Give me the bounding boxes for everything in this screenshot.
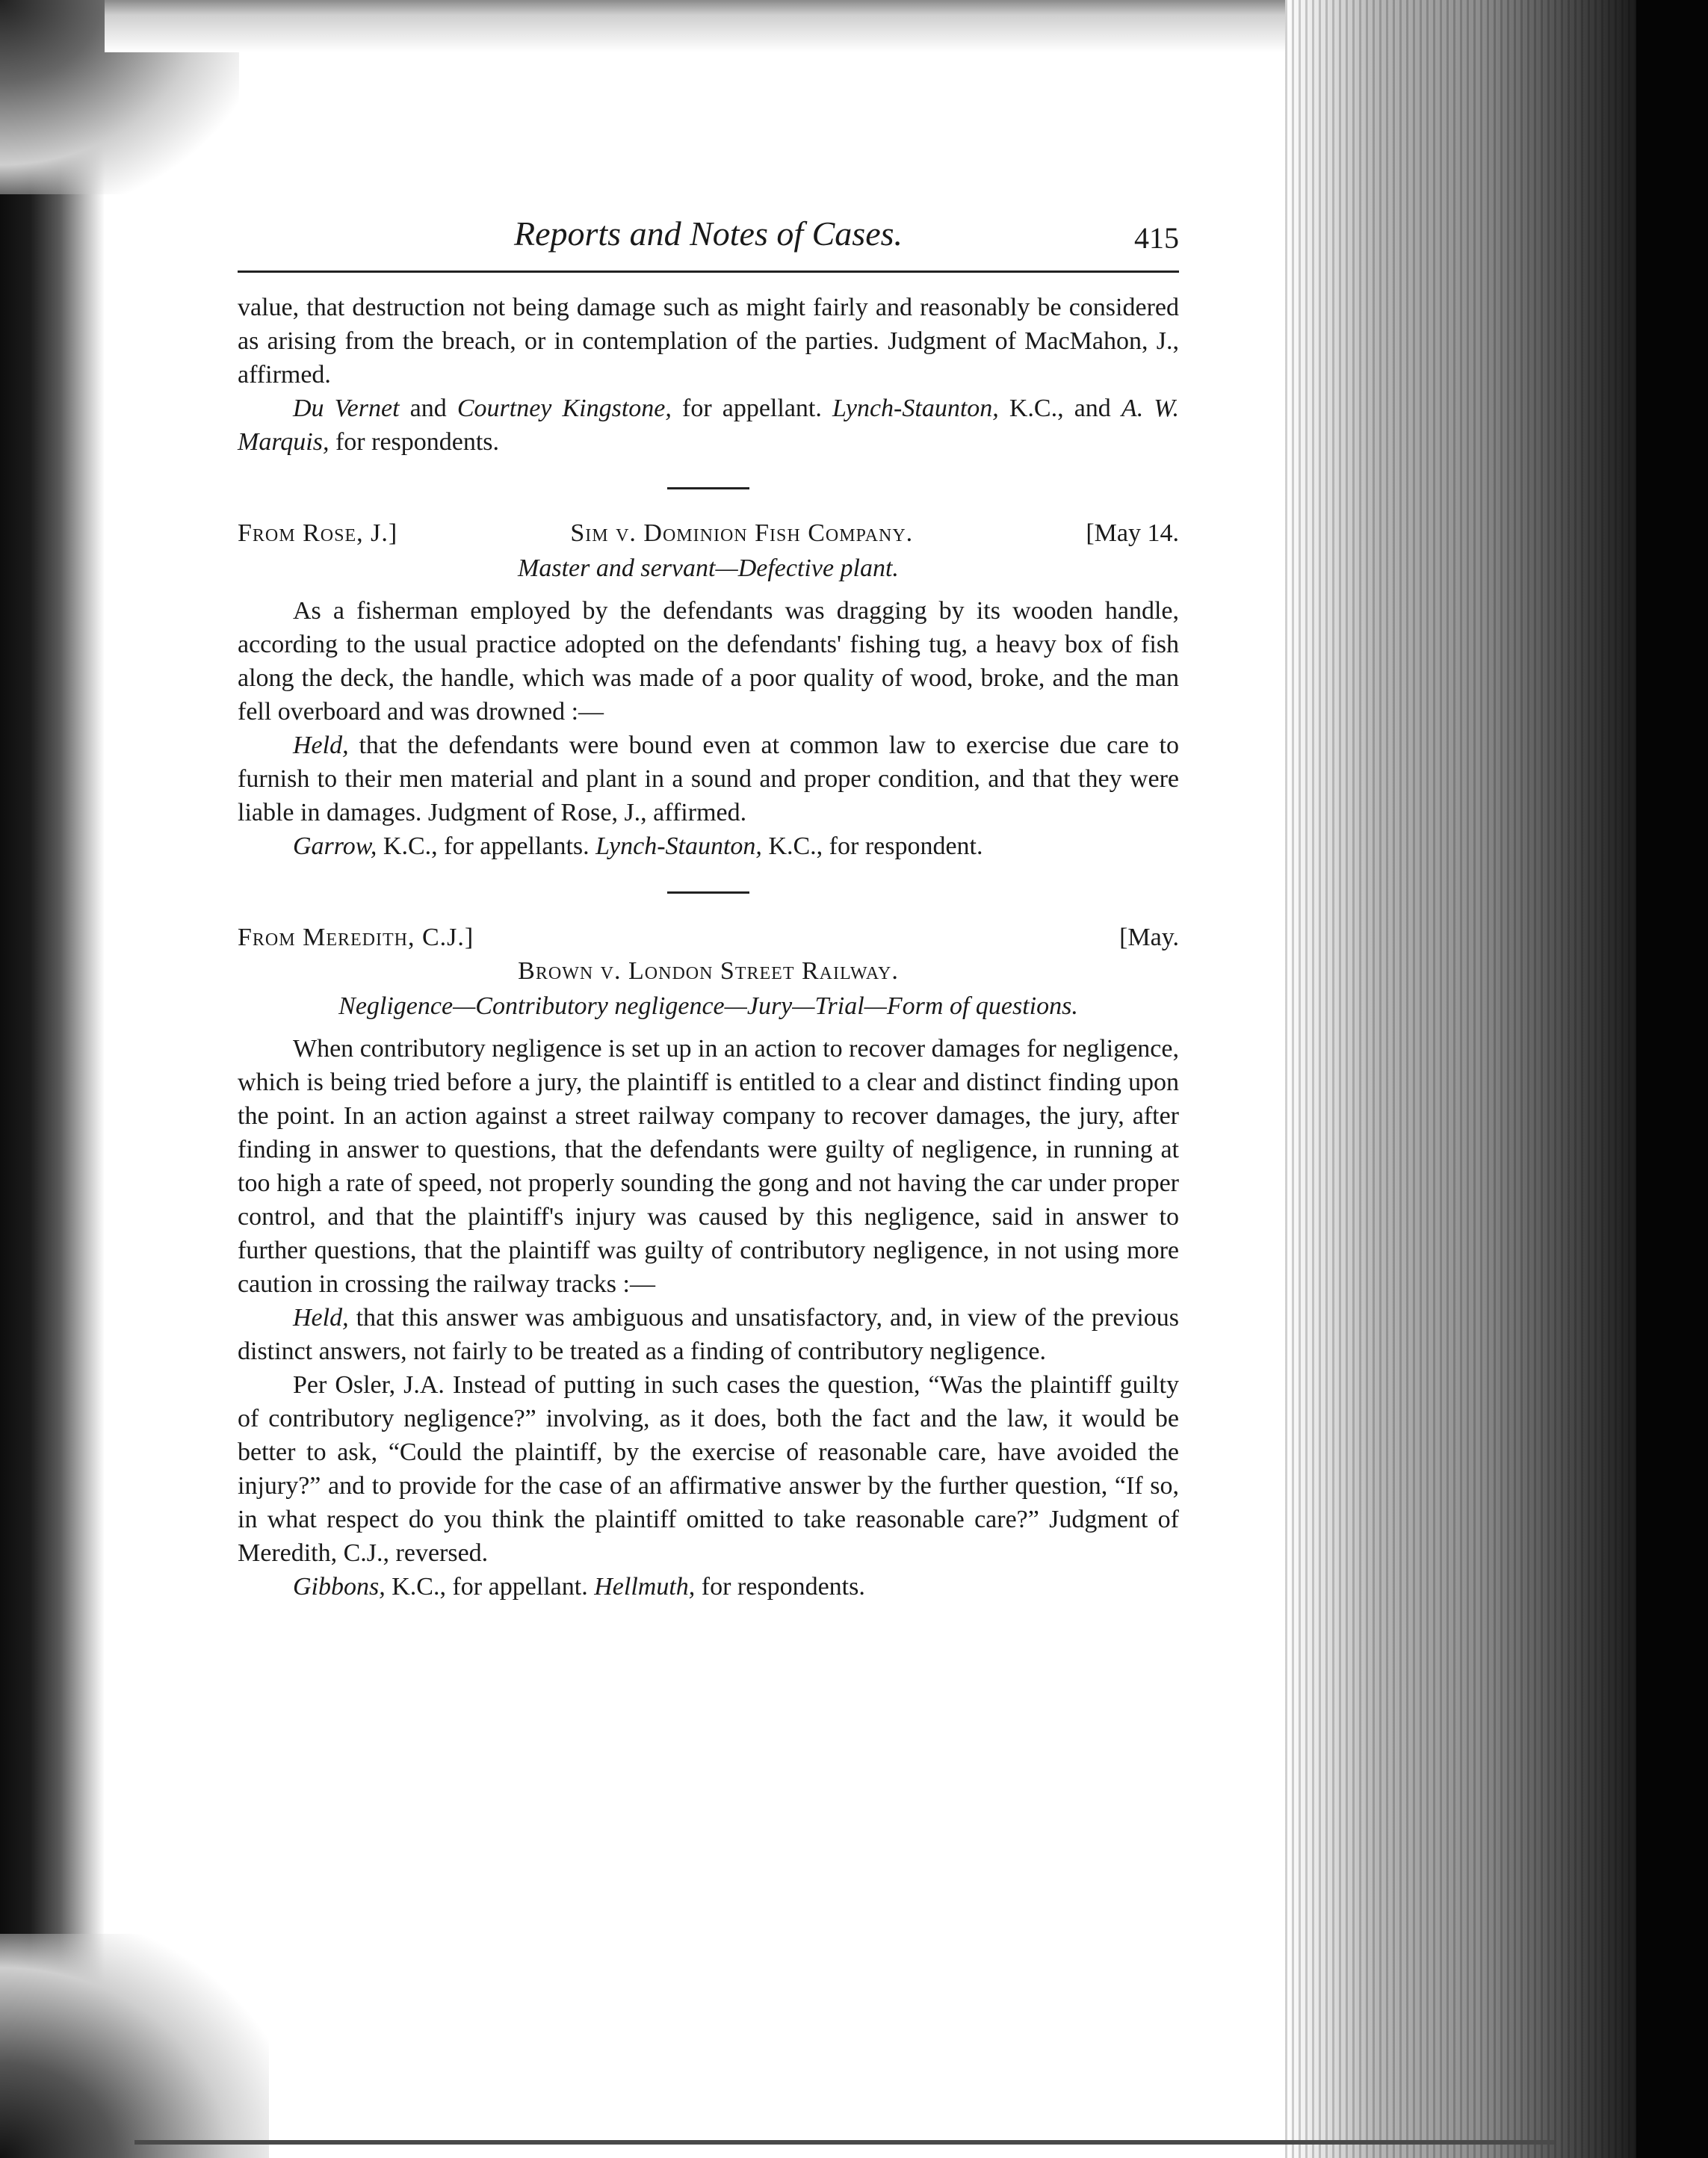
page-number: 415 bbox=[1134, 221, 1179, 255]
case-facts: As a fisherman employed by the defendants was dragging by its wooden handle, according to the usual practice adopted on the defendants' fishing tug, a heavy box of fish along the deck, the handle, which was made of a poor quality of wood, broke, and the man fell overboard and was drowned :— bbox=[238, 597, 1179, 726]
counsel-name: Lynch-Staunton, bbox=[595, 832, 762, 860]
case-date: [May. bbox=[1119, 924, 1179, 951]
scan-shadow-bottom-left bbox=[0, 1934, 269, 2158]
case-counsel: Gibbons, K.C., for appellant. Hellmuth, for respondents. bbox=[293, 1573, 865, 1601]
book-spine bbox=[1636, 0, 1708, 2158]
counsel-name: Courtney Kingstone, bbox=[457, 395, 672, 422]
running-head bbox=[238, 214, 1179, 262]
case-subject: Negligence—Contributory negligence—Jury—Trial—Form of questions. bbox=[338, 992, 1078, 1020]
case-facts: When contributory negligence is set up in an action to recover damages for negligence, which is being tried before a jury, the plaintiff is entitled to a clear and distinct finding upon the point. In an action against a street railway company to recover damages, the jury, after finding in answer to questions, that the defendants were guilty of negligence, in running at too high a rate of speed, not properly sounding the gong and not having the car under proper control, and that the plaintiff's injury was caused by this negligence, said in answer to further questions, that the plaintiff was guilty of contributory negligence, in not using more caution in crossing the railway tracks :— bbox=[238, 1035, 1179, 1298]
case-subject: Master and servant—Defective plant. bbox=[518, 554, 899, 582]
case-heading-brown bbox=[238, 921, 1179, 954]
case-held: Held, that this answer was ambiguous and unsatisfactory, and, in view of the previous distinct answers, not fairly to be treated as a finding of contributory negligence. bbox=[238, 1304, 1179, 1365]
counsel-name: Du Vernet bbox=[293, 395, 400, 422]
case-title: Sim v. Dominion Fish Company. bbox=[570, 519, 914, 547]
held-label: Held, bbox=[293, 1304, 349, 1332]
counsel-name: A. W. Marquis, bbox=[238, 395, 1179, 456]
prev-case-counsel: Du Vernet and Courtney Kingstone, for appellant. Lynch-Staunton, K.C., and A. W. Marquis, for respondents. bbox=[238, 395, 1179, 456]
case-court-from: From Meredith, C.J.] bbox=[238, 924, 474, 951]
counsel-name: Hellmuth, bbox=[594, 1573, 696, 1601]
running-title: Reports and Notes of Cases. bbox=[513, 214, 903, 253]
counsel-name: Garrow, bbox=[293, 832, 377, 860]
header-rule bbox=[238, 270, 1179, 273]
case-held: Held, that the defendants were bound even at common law to exercise due care to furnish to their men material and plant in a sound and proper condition, and that they were liable in damages. Judgment of Rose, J., affirmed. bbox=[238, 732, 1179, 826]
case-per-osler: Per Osler, J.A. Instead of putting in such cases the question, “Was the plaintiff guilty of contributory negligence?” involving, as it does, both the fact and the law, it would be better to ask, “Could the plaintiff, by the exercise of reasonable care, have avoided the injury?” and to provide for the case of an affirmative answer by the further question, “If so, in what respect do you think the plaintiff omitted to take reasonable care?” Judgment of Meredith, C.J., reversed. bbox=[238, 1371, 1179, 1567]
case-court-from: From Rose, J.] bbox=[238, 519, 398, 547]
counsel-name: Lynch-Staunton, bbox=[832, 395, 999, 422]
case-heading-sim bbox=[238, 516, 1179, 550]
case-date: [May 14. bbox=[1086, 519, 1179, 547]
scan-shadow-left bbox=[0, 0, 105, 2158]
case-separator bbox=[667, 487, 749, 489]
counsel-name: Gibbons, bbox=[293, 1573, 386, 1601]
held-label: Held, bbox=[293, 732, 349, 759]
scan-bottom-edge bbox=[134, 2140, 1554, 2145]
case-counsel: Garrow, K.C., for appellants. Lynch-Staunton, K.C., for respondent. bbox=[293, 832, 983, 860]
page-content bbox=[238, 214, 1179, 1604]
prev-case-paragraph: value, that destruction not being damage such as might fairly and reasonably be considered as arising from the breach, or in contemplation of the parties. Judgment of MacMahon, J., affirmed. bbox=[238, 294, 1179, 389]
case-separator bbox=[667, 891, 749, 894]
case-title: Brown v. London Street Railway. bbox=[518, 957, 899, 985]
